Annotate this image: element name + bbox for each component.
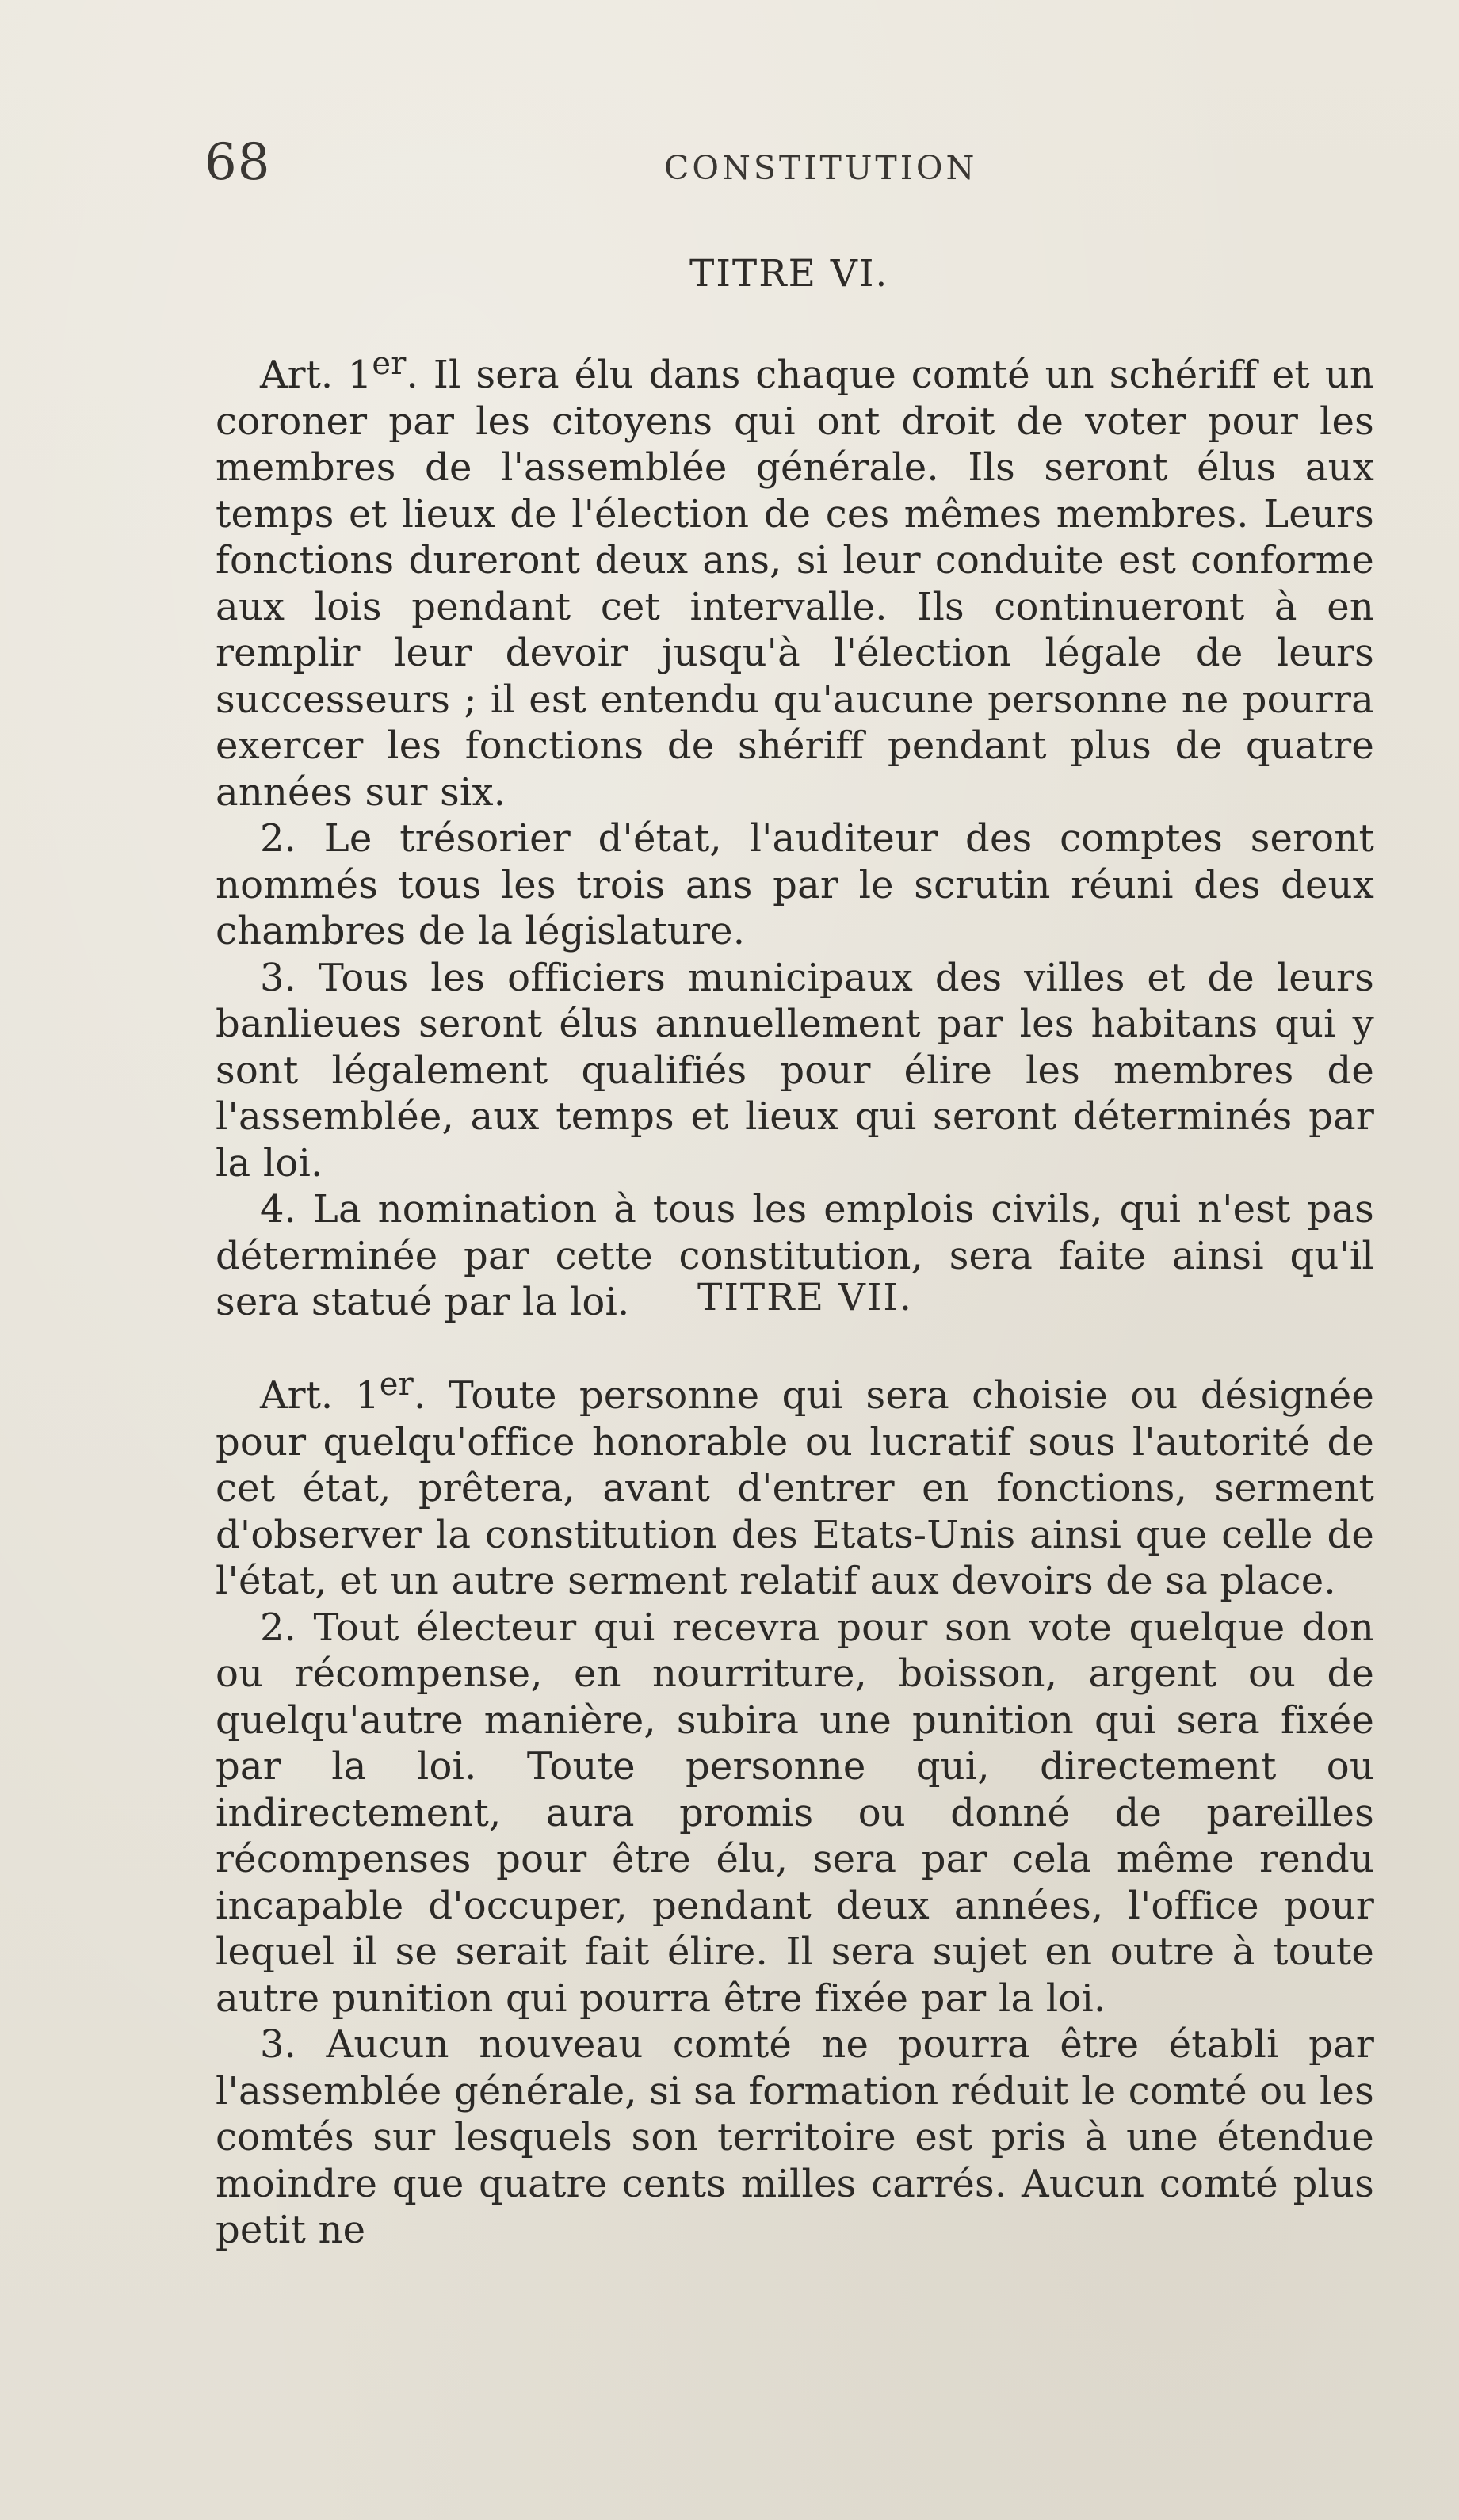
article-number-superscript: er [379, 1366, 414, 1403]
article-text: . Il sera élu dans chaque comté un schériff et un coroner par les citoyens qui ont droit de voter pour les membres de l'assemblée générale. Ils seront élus aux temps et lieux de l'élection de ces mêmes membres. Leurs fonctions dureront deux ans, si leur conduite est conforme aux lois pendant cet intervalle. Ils continueront à en remplir leur devoir jusqu'à l'élection légale de leurs successeurs ; il est entendu qu'aucune personne ne pourra exercer les fonctions de shériff pendant plus de quatre années sur six. [216, 353, 1374, 815]
running-title: CONSTITUTION [664, 149, 978, 187]
article-paragraph [216, 1605, 1374, 2022]
article-number: 2 [260, 816, 285, 861]
article-number: Art. 1 [260, 1373, 380, 1418]
article-number: Art. 1 [260, 353, 372, 397]
article-paragraph [216, 2022, 1374, 2254]
titre-vii-heading: TITRE VII. [697, 1276, 913, 1319]
titre-vi-heading: TITRE VI. [689, 252, 889, 296]
article-text: . Le trésorier d'état, l'auditeur des comptes seront nommés tous les trois ans par le scrutin réuni des deux chambres de la législature. [216, 816, 1374, 953]
article-text: . Toute personne qui sera choisie ou désignée pour quelqu'office honorable ou lucratif sous l'autorité de cet état, prêtera, avant d'entrer en fonctions, serment d'observer la constitution des Etats-Unis ainsi que celle de l'état, et un autre serment relatif aux devoirs de sa place. [216, 1373, 1374, 1603]
article-paragraph [216, 815, 1374, 955]
article-paragraph [216, 1361, 1374, 1605]
titre-vi-section [216, 341, 1374, 1326]
article-number-superscript: er [372, 346, 407, 382]
article-paragraph [216, 341, 1374, 815]
article-text: . Tout électeur qui recevra pour son vote quelque don ou récompense, en nourriture, boisson, argent ou de quelqu'autre manière, subira une punition qui sera fixée par la loi. Toute personne qui, directement ou indirectement, aura promis ou donné de pareilles récompenses pour être élu, sera par cela même rendu incapable d'occuper, pendant deux années, l'office pour lequel il se serait fait élire. Il sera sujet en outre à toute autre punition qui pourra être fixée par la loi. [216, 1605, 1374, 2021]
article-number: 3 [260, 955, 285, 1000]
article-number: 4 [260, 1187, 285, 1231]
article-number: 3 [260, 2022, 285, 2067]
article-text: . La nomination à tous les emplois civils, qui n'est pas déterminée par cette constitution, sera faite ainsi qu'il sera statué par la loi. [216, 1187, 1374, 1324]
titre-vii-section [216, 1361, 1374, 2254]
article-text: . Tous les officiers municipaux des villes et de leurs banlieues seront élus annuellement par les habitans qui y sont légalement qualifiés pour élire les membres de l'assemblée, aux temps et lieux qui seront déterminés par la loi. [216, 955, 1374, 1186]
article-number: 2 [260, 1605, 285, 1650]
page-number: 68 [204, 133, 271, 192]
running-head [204, 133, 1369, 197]
article-text: . Aucun nouveau comté ne pourra être établi par l'assemblée générale, si sa formation réduit le comté ou les comtés sur lesquels son territoire est pris à une étendue moindre que quatre cents milles carrés. Aucun comté plus petit ne [216, 2022, 1374, 2252]
article-paragraph [216, 955, 1374, 1187]
